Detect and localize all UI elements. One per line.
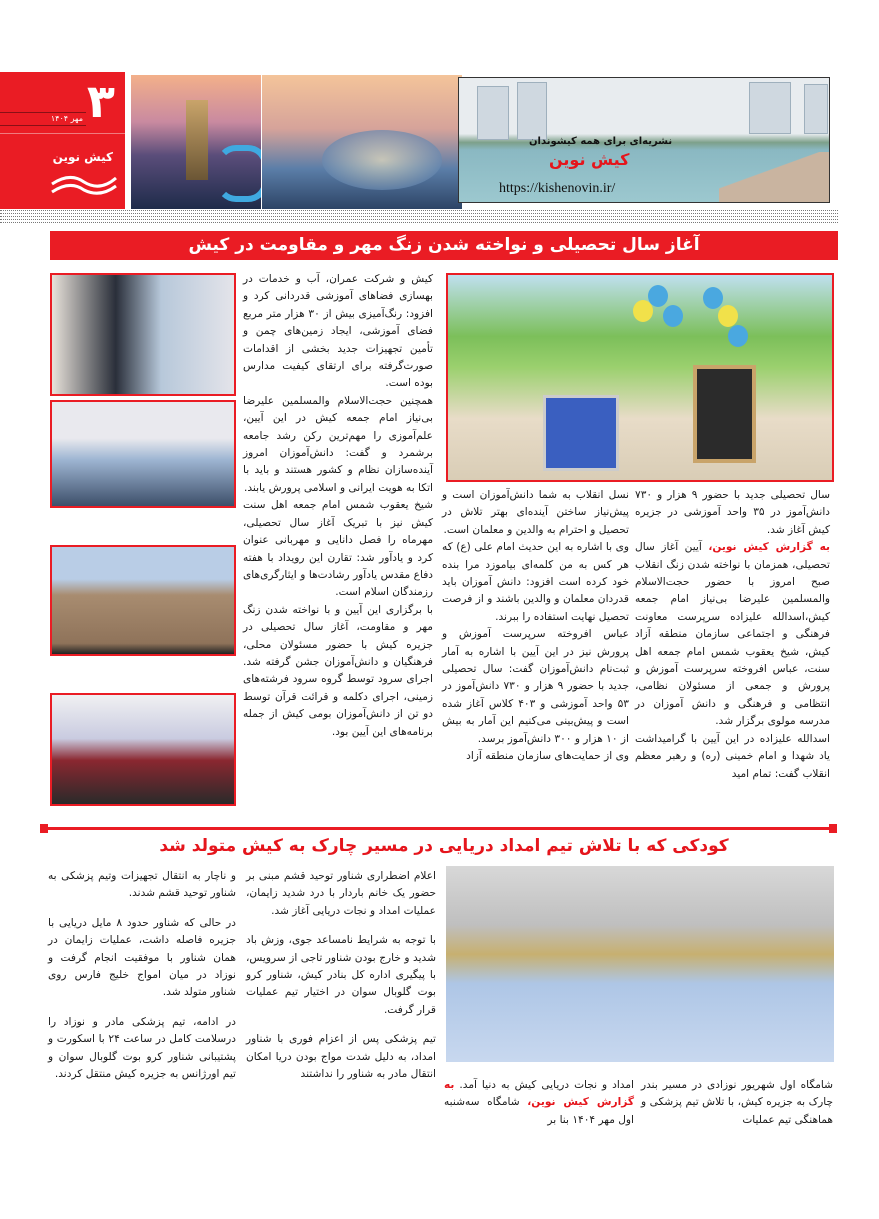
ad-tagline: نشریه‌ای برای همه کیشوندان bbox=[529, 136, 673, 147]
balloon-shape bbox=[718, 305, 738, 327]
caption-text: شامگاه سه‌شنبه اول مهر ۱۴۰۴ بنا بر bbox=[444, 1096, 634, 1126]
divider-cap bbox=[40, 824, 48, 833]
paragraph: تیم پزشکی پس از اعزام فوری با شناور امداد، به دلیل شدت مواج بودن دریا امکان انتقال مادر به شناور را نداشتند bbox=[246, 1033, 436, 1081]
lighthouse-shape bbox=[186, 100, 208, 180]
pier-shape bbox=[719, 152, 829, 202]
building-shape bbox=[477, 86, 509, 140]
paragraph: سال تحصیلی جدید با حضور ۹ هزار و ۷۳۰ دانش‌آموز در ۳۵ واحد آموزشی در جزیره کیش آغاز شد. bbox=[635, 489, 831, 536]
photo-choir-girls bbox=[50, 545, 236, 656]
photo-stage-performance bbox=[50, 693, 236, 806]
article2-column-middle bbox=[246, 868, 436, 1083]
paragraph: با برگزاری این آیین و با نواخته شدن زنگ مهر و مقاومت، آغاز سال تحصیلی در جزیره کیش با حضور مسئولان محلی، فرهنگیان و دانش‌آموزان جشن گرفته شد. اجرای سرود توسط گروه سرود فرشته‌های زمینی، اجرای دکلمه و قرائت قرآن توسط دو تن از دانش‌آموزان بومی کیش از جمله برنامه‌های این آیین بود. bbox=[243, 603, 433, 738]
paragraph: شیخ یعقوب شمس امام جمعه اهل سنت کیش نیز با تبریک آغاز سال تحصیلی، مهرماه را فصل دانایی و مهربانی عنوان کرد و یادآور شد: تقارن این رویداد با هفته دفاع مقدس یادآور رشادت‌ها و ایثارگری‌های رزمندگان اسلام است. bbox=[243, 499, 433, 599]
page-number: ۳ bbox=[86, 74, 115, 128]
building-shape bbox=[749, 82, 791, 134]
dotted-divider bbox=[0, 210, 838, 211]
masthead-rule bbox=[0, 112, 86, 113]
balloon-shape bbox=[703, 287, 723, 309]
article2-caption-right: شامگاه اول شهریور نوزادی در مسیر بندر چارک به جزیره کیش، با تلاش تیم پزشکی و هماهنگی تیم عملیات bbox=[641, 1079, 833, 1126]
issue-date: مهر ۱۴۰۴ bbox=[50, 114, 83, 123]
header-photo-lighthouse bbox=[131, 75, 261, 209]
report-lead: به گزارش کیش نوین، bbox=[708, 541, 831, 554]
building-shape bbox=[804, 84, 828, 134]
paragraph: نسل انقلاب به شما دانش‌آموزان است و پیش‌نیاز ساختن آینده‌ای بهتر تلاش در تحصیل و احترام به والدین و معلمان است. bbox=[442, 489, 629, 536]
paragraph: در حالی که شناور حدود ۸ مایل دریایی با جزیره فاصله داشت، عملیات زایمان در همان شناور با موفقیت انجام گرفت و نوزاد در میان امواج خلیج فارس روی شناور متولد شد. bbox=[48, 916, 236, 999]
photo-bell-ringing bbox=[50, 273, 236, 396]
article2-caption-left bbox=[444, 1077, 634, 1129]
brand-name: کیش نوین bbox=[52, 150, 113, 164]
paragraph: و ناچار به انتقال تجهیزات وتیم پزشکی به شناور توحید قشم شدند. bbox=[48, 870, 236, 900]
paragraph-text: آیین آغاز سال تحصیلی، همزمان با نواخته شدن زنگ انقلاب صبح امروز با حضور حجت‌الاسلام والمسلمین علیرضا بی‌نیاز امام جمعه کیش،اسدالله علیزاده سرپرست معاونت فرهنگی و اجتماعی سازمان منطقه آزاد کیش، شیخ یعقوب شمس امام جمعه اهل سنت، عباس افروخته سرپرست آموزش و پرورش و جمعی از مسئولان نظامی، انتظامی و فرهنگی و دانش آموزان در مدرسه مولوی برگزار شد. bbox=[635, 541, 830, 728]
header-photo-waterpark bbox=[262, 75, 462, 209]
building-shape bbox=[517, 82, 547, 140]
masthead-rule bbox=[0, 125, 86, 126]
paragraph: وی از حمایت‌های سازمان منطقه آزاد bbox=[466, 750, 629, 763]
ad-banner[interactable] bbox=[458, 77, 830, 203]
ad-url-link[interactable]: https://kishenovin.ir/ bbox=[499, 181, 616, 196]
photo-students-hall bbox=[50, 400, 236, 508]
caption-text: امداد و نجات دریایی کیش به دنیا آمد. bbox=[459, 1079, 634, 1091]
waterslide-shape bbox=[216, 145, 261, 202]
masthead-divider bbox=[0, 133, 125, 134]
balloon-shape bbox=[633, 300, 653, 322]
paragraph: با توجه به شرایط نامساعد جوی، وزش باد شدید و خارج بودن شناور تاجی از سرویس، با پیگیری اداره کل بنادر کیش، شناور کرو بوت گلوبال سوان در اختیار تیم عملیات قرار گرفت. bbox=[246, 934, 436, 1016]
paragraph: عباس افروخته سرپرست آموزش و پرورش نیز در این آیین با اشاره به آمار ثبت‌نام دانش‌آموزان گفت: سال تحصیلی جدید با حضور ۹ هزار و ۷۳۰ دانش‌آموز در ۵۳ واحد آموزشی و ۴۰۳ کلاس آغاز شده است و پیش‌بینی می‌کنیم این آمار به بیش از ۱۰ هزار و ۳۰۰ دانش‌آموز برسد. bbox=[442, 628, 629, 745]
paragraph: کیش و شرکت عمران، آب و خدمات در بهسازی فضاهای آموزشی قدردانی کرد و افزود: رنگ‌آمیزی بیش از ۳۰ هزار متر مربع فضای آموزشی، ایجاد زمین‌های چمن و تأمین تجهیزات جدید بخشی از اقدامات صورت‌گرفته برای ارتقای کیفیت مدارس بوده است. bbox=[243, 273, 433, 390]
article1-column-right bbox=[635, 487, 830, 783]
paragraph: در ادامه، تیم پزشکی مادر و نوزاد را درسلامت کامل در ساعت ۲۴ با اسکورت و پشتیبانی شناور کرو بوت گلوبال سوان و تیم اورژانس به جزیره کیش منتقل کردند. bbox=[48, 1015, 236, 1081]
lights-shape bbox=[322, 130, 442, 190]
paragraph: اعلام اضطراری شناور توحید قشم مبنی بر حضور یک خانم باردار با درد شدید زایمان، عملیات امداد و نجات دریایی آغاز شد. bbox=[246, 870, 436, 917]
paragraph: اسدالله علیزاده در این آیین با گرامیداشت یاد شهدا و امام خمینی (ره) و رهبر معظم انقلاب گفت: تمام امید bbox=[635, 732, 830, 780]
desk-shape bbox=[543, 395, 619, 471]
dotted-divider bbox=[0, 213, 838, 214]
dotted-divider bbox=[0, 219, 838, 220]
dotted-divider bbox=[0, 216, 838, 217]
chalkboard-shape bbox=[693, 365, 756, 463]
balloon-shape bbox=[663, 305, 683, 327]
article2-newborn-photo bbox=[446, 866, 834, 1062]
report-lead: به گزارش کیش نوین، bbox=[444, 1079, 634, 1109]
ad-brand: کیش نوین bbox=[549, 150, 630, 169]
masthead-panel bbox=[0, 72, 125, 209]
paragraph bbox=[635, 539, 830, 730]
paragraph: همچنین حجت‌الاسلام والمسلمین علیرضا بی‌نیاز امام جمعه کیش در این آیین، علم‌آموزی را مهم‌ترین رکن رشد جامعه برشمرد و گفت: دانش‌آموزان امروز آینده‌سازان نظام و کشور هستند و باید با اتکا به هویت ایرانی و اسلامی پرورش یابند. bbox=[243, 394, 433, 494]
section-divider bbox=[43, 827, 835, 830]
paragraph: وی با اشاره به این حدیث امام علی (ع) که هر کس به من کلمه‌ای بیاموزد مرا بنده خود کرده است افزود: دانش آموزان باید قدردان معلمان و والدین باشند و از فرصت تحصیل نهایت استفاده را ببرند. bbox=[442, 541, 629, 623]
article1-column-left bbox=[243, 271, 433, 741]
article1-headline: آغاز سال تحصیلی و نواخته شدن زنگ مهر و مقاومت در کیش bbox=[50, 231, 838, 260]
dotted-divider bbox=[0, 222, 838, 223]
article2-column-left bbox=[48, 868, 236, 1083]
article1-main-photo bbox=[446, 273, 834, 482]
article2-headline: کودکی که با تلاش تیم امداد دریایی در مسیر چارک به کیش متولد شد bbox=[159, 836, 729, 856]
balloon-shape bbox=[728, 325, 748, 347]
article1-column-middle bbox=[442, 487, 629, 766]
wave-logo-icon bbox=[50, 170, 118, 198]
